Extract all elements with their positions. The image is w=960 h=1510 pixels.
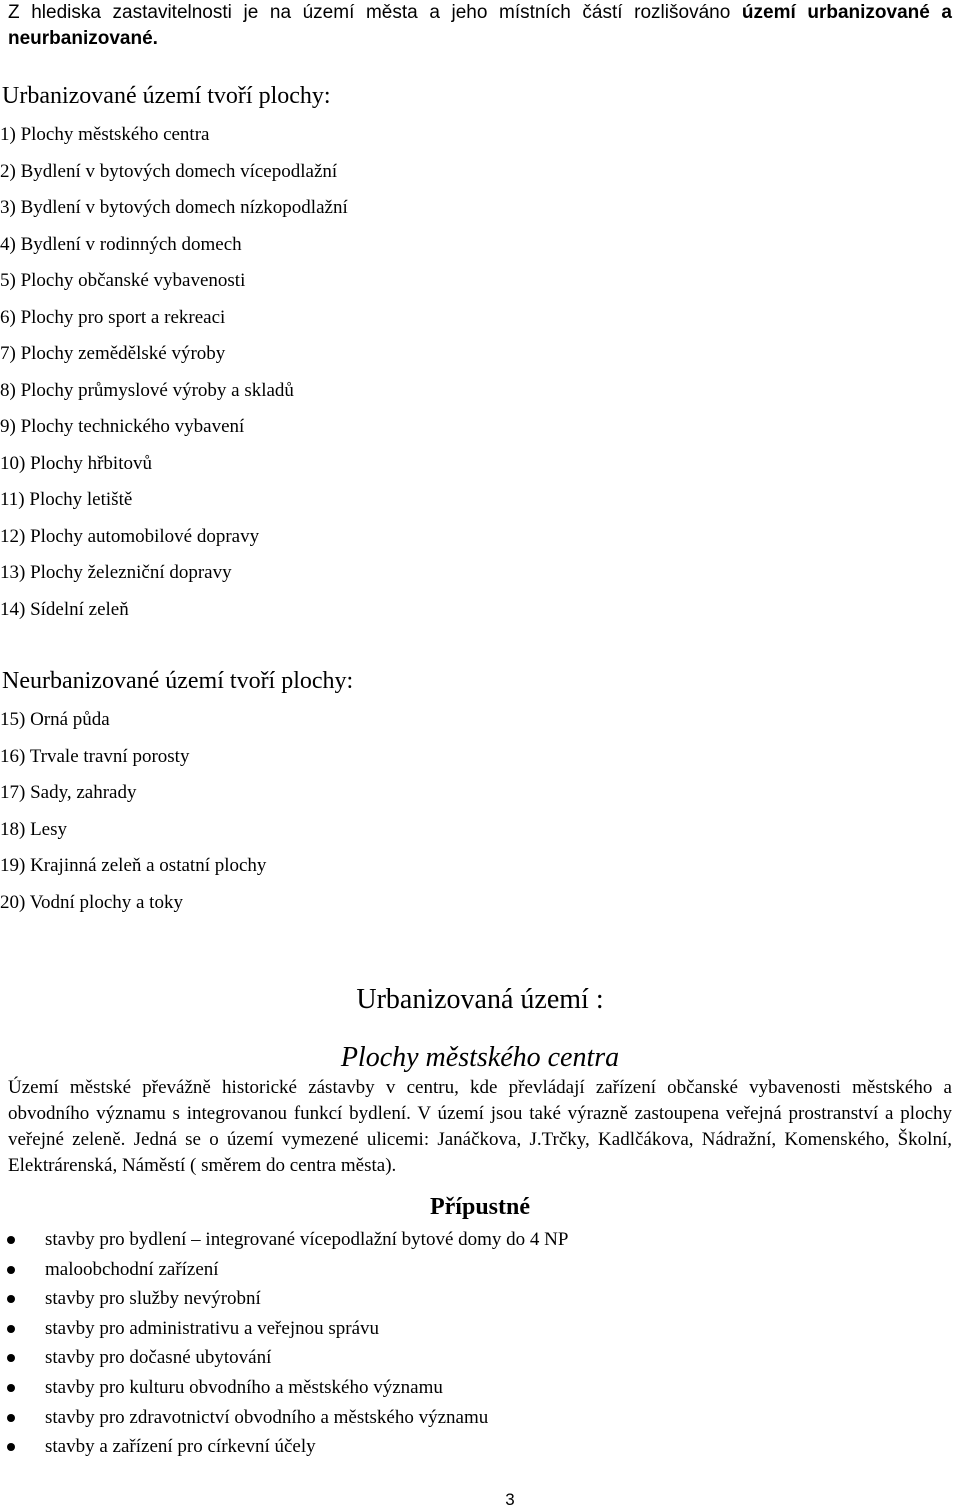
list-item-text: stavby a zařízení pro církevní účely bbox=[45, 1436, 316, 1458]
bullet-icon bbox=[7, 1354, 15, 1362]
section-paragraph: Území městské převážně historické zástavby v centru, kde převládají zařízení občanské vybavenosti městského a obvodního významu s integrovanou funkcí bydlení. V území jsou také výrazně zastoupena veřejná prostranství a plochy veřejné zeleně. Jedná se o území vymezené ulicemi: Janáčkova, J.Trčky, Kadlčákova, Nádražní, Komenského, Školní, Elektrárenská, Náměstí ( směrem do centra města). bbox=[8, 1077, 952, 1176]
list-item: 8) Plochy průmyslové výroby a skladů bbox=[0, 379, 294, 401]
list-item: 3) Bydlení v bytových domech nízkopodlažní bbox=[0, 197, 348, 218]
list-item: 18) Lesy bbox=[0, 818, 68, 840]
section-subheading: Plochy městského centra bbox=[340, 1042, 620, 1073]
list-item: 16) Trvale travní porosty bbox=[0, 745, 190, 767]
list-item: 17) Sady, zahrady bbox=[0, 782, 137, 803]
urban-area-list bbox=[0, 123, 348, 634]
list-item: 2) Bydlení v bytových domech vícepodlažní bbox=[0, 160, 338, 182]
intro-text: Z hlediska zastavitelnosti je na území města a jeho místních částí rozlišováno bbox=[8, 2, 742, 23]
list-item-text: stavby pro služby nevýrobní bbox=[45, 1288, 261, 1310]
bullet-icon bbox=[7, 1443, 15, 1451]
list-item: 1) Plochy městského centra bbox=[0, 124, 210, 145]
bullet-icon bbox=[7, 1325, 15, 1333]
list-item: 10) Plochy hřbitovů bbox=[0, 452, 152, 474]
bullet-icon bbox=[7, 1236, 15, 1244]
list-item-text: maloobchodní zařízení bbox=[45, 1258, 219, 1280]
pripustne-heading: Přípustné bbox=[429, 1194, 530, 1220]
list-item: 12) Plochy automobilové dopravy bbox=[0, 525, 260, 547]
list-item-text: stavby pro administrativu a veřejnou správu bbox=[45, 1317, 380, 1339]
bullet-icon bbox=[7, 1266, 15, 1274]
list-item: 4) Bydlení v rodinných domech bbox=[0, 233, 242, 255]
list-item-text: stavby pro kulturu obvodního a městského významu bbox=[45, 1376, 443, 1398]
list-item: 15) Orná půda bbox=[0, 709, 110, 730]
list-item: 20) Vodní plochy a toky bbox=[0, 891, 183, 913]
list-item-text: stavby pro zdravotnictví obvodního a městského významu bbox=[45, 1406, 489, 1428]
list-item: 6) Plochy pro sport a rekreaci bbox=[0, 306, 226, 328]
list-item: 11) Plochy letiště bbox=[0, 489, 133, 510]
intro-bold-text: území urbanizované a neurbanizované. bbox=[8, 2, 952, 49]
bullet-icon bbox=[7, 1384, 15, 1392]
section-heading: Urbanizovaná území : bbox=[356, 984, 604, 1015]
list-item: 13) Plochy železniční dopravy bbox=[0, 562, 232, 583]
urban-list-title: Urbanizované území tvoří plochy: bbox=[2, 83, 331, 109]
list-item-text: stavby pro bydlení – integrované vícepodlažní bytové domy do 4 NP bbox=[45, 1229, 569, 1250]
intro-paragraph bbox=[8, 0, 952, 52]
nonurban-list-title: Neurbanizované území tvoří plochy: bbox=[2, 668, 354, 694]
bullet-icon bbox=[7, 1414, 15, 1422]
list-item: 14) Sídelní zeleň bbox=[0, 598, 129, 620]
bullet-icon bbox=[7, 1295, 15, 1303]
list-item: 5) Plochy občanské vybavenosti bbox=[0, 270, 246, 291]
page-number: 3 bbox=[505, 1490, 515, 1509]
list-item: 9) Plochy technického vybavení bbox=[0, 416, 245, 437]
list-item: 19) Krajinná zeleň a ostatní plochy bbox=[0, 855, 267, 876]
nonurban-area-list bbox=[0, 708, 266, 927]
list-item: 7) Plochy zemědělské výroby bbox=[0, 343, 226, 364]
list-item-text: stavby pro dočasné ubytování bbox=[45, 1347, 272, 1369]
